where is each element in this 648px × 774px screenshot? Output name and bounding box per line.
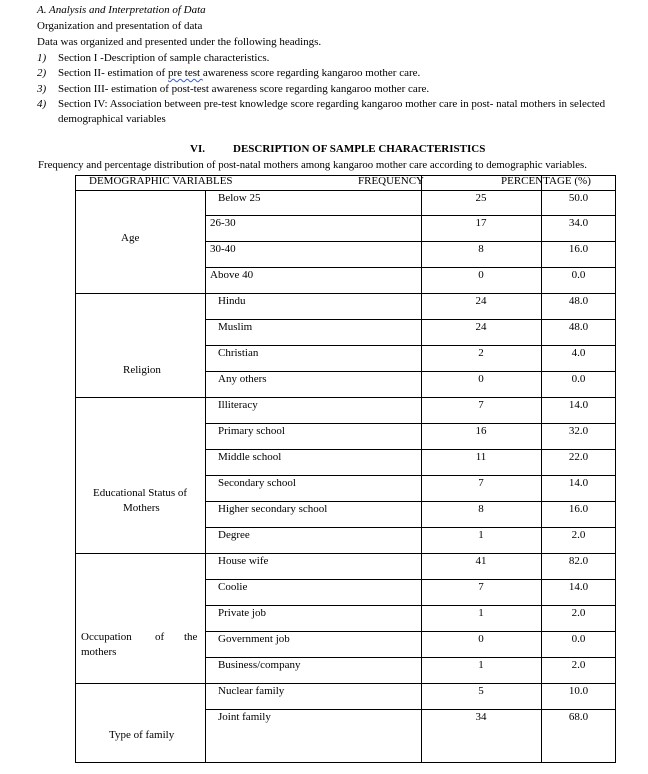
- table-border-left: [75, 175, 76, 763]
- section-a-heading: A. Analysis and Interpretation of Data: [37, 4, 206, 16]
- header-bottom-line: [75, 190, 616, 191]
- group-label: of: [155, 631, 165, 643]
- row-separator: [205, 267, 616, 268]
- table-cell-frequency: 1: [478, 529, 484, 541]
- header-demographic-variables: DEMOGRAPHIC VARIABLES: [89, 175, 233, 187]
- table-cell-percentage: 34.0: [568, 217, 589, 229]
- group-label: Occupation: [81, 631, 132, 643]
- table-cell-category: House wife: [218, 555, 269, 567]
- table-cell-category: Primary school: [218, 425, 285, 437]
- table-cell-category: 30-40: [210, 243, 236, 255]
- row-separator: [205, 215, 616, 216]
- table-border-bottom: [75, 762, 616, 763]
- table-cell-percentage: 0.0: [571, 633, 586, 645]
- group-label: Mothers: [123, 502, 160, 514]
- header-percentage: PERCENTAGE (%): [501, 175, 591, 187]
- table-cell-percentage: 2.0: [571, 607, 586, 619]
- row-separator: [205, 501, 616, 502]
- group-label: the: [184, 631, 198, 643]
- table-cell-category: Higher secondary school: [218, 503, 328, 515]
- table-cell-frequency: 2: [478, 347, 484, 359]
- table-cell-percentage: 0.0: [571, 269, 586, 281]
- table-cell-category: Private job: [218, 607, 266, 619]
- section-title: DESCRIPTION OF SAMPLE CHARACTERISTICS: [233, 143, 486, 155]
- table-cell-frequency: 1: [478, 607, 484, 619]
- table-cell-frequency: 25: [475, 192, 487, 204]
- table-cell-category: Degree: [218, 529, 250, 541]
- table-cell-frequency: 41: [475, 555, 487, 567]
- table-cell-frequency: 7: [478, 399, 484, 411]
- table-cell-frequency: 1: [478, 659, 484, 671]
- row-separator: [205, 449, 616, 450]
- table-cell-percentage: 10.0: [568, 685, 589, 697]
- table-cell-percentage: 50.0: [568, 192, 589, 204]
- row-separator: [205, 319, 616, 320]
- row-separator: [205, 631, 616, 632]
- table-cell-frequency: 0: [478, 373, 484, 385]
- table-cell-category: Nuclear family: [218, 685, 285, 697]
- header-frequency: FREQUENCY: [358, 175, 425, 187]
- table-cell-frequency: 0: [478, 269, 484, 281]
- table-cell-category: 26-30: [210, 217, 236, 229]
- row-separator: [205, 475, 616, 476]
- table-cell-percentage: 22.0: [568, 451, 589, 463]
- table-cell-percentage: 0.0: [571, 373, 586, 385]
- table-cell-category: Coolie: [218, 581, 248, 593]
- table-cell-percentage: 48.0: [568, 321, 589, 333]
- list-item-4: Section IV: Association between pre-test knowledge score regarding kangaroo mother care in post- natal mothers in selected: [58, 98, 606, 110]
- table-cell-percentage: 82.0: [568, 555, 589, 567]
- row-separator: [205, 605, 616, 606]
- column-separator: [421, 175, 422, 763]
- list-number-1: 1): [37, 52, 47, 64]
- row-separator: [205, 241, 616, 242]
- table-cell-category: Below 25: [218, 192, 261, 204]
- row-separator: [205, 345, 616, 346]
- table-cell-category: Above 40: [210, 269, 254, 281]
- row-separator: [205, 709, 616, 710]
- table-cell-category: Any others: [218, 373, 267, 385]
- table-cell-category: Joint family: [218, 711, 271, 723]
- row-separator: [205, 579, 616, 580]
- list-item-2: [58, 67, 420, 80]
- column-separator: [205, 190, 206, 763]
- table-cell-category: Christian: [218, 347, 259, 359]
- list-item-4-continued: demographical variables: [58, 113, 166, 125]
- table-cell-percentage: 68.0: [568, 711, 589, 723]
- table-border-right: [615, 175, 616, 763]
- spellcheck-underline: pre test: [167, 67, 203, 79]
- table-cell-frequency: 0: [478, 633, 484, 645]
- intro-line-1: Organization and presentation of data: [37, 20, 203, 32]
- table-cell-frequency: 24: [475, 295, 487, 307]
- row-separator: [205, 527, 616, 528]
- table-cell-frequency: 17: [475, 217, 487, 229]
- table-cell-frequency: 7: [478, 581, 484, 593]
- table-cell-frequency: 16: [475, 425, 487, 437]
- table-cell-frequency: 7: [478, 477, 484, 489]
- table-cell-frequency: 24: [475, 321, 487, 333]
- list-number-4: 4): [37, 98, 47, 110]
- table-cell-percentage: 2.0: [571, 659, 586, 671]
- table-cell-percentage: 32.0: [568, 425, 589, 437]
- table-cell-frequency: 11: [475, 451, 487, 463]
- table-caption: Frequency and percentage distribution of post-natal mothers among kangaroo mother care according to demographic variables.: [38, 159, 587, 171]
- table-cell-percentage: 16.0: [568, 243, 589, 255]
- row-separator: [205, 371, 616, 372]
- table-cell-category: Hindu: [218, 295, 246, 307]
- group-separator: [75, 683, 616, 684]
- list-item-1: Section I -Description of sample characteristics.: [58, 52, 270, 64]
- group-label: Type of family: [109, 729, 175, 741]
- table-cell-category: Business/company: [218, 659, 301, 671]
- table-cell-percentage: 14.0: [568, 581, 589, 593]
- list-item-3: Section III- estimation of post-test awareness score regarding kangaroo mother care.: [58, 83, 430, 95]
- table-cell-percentage: 4.0: [571, 347, 586, 359]
- column-separator: [541, 175, 542, 763]
- demographics-table: [75, 175, 616, 763]
- table-cell-percentage: 16.0: [568, 503, 589, 515]
- table-cell-category: Secondary school: [218, 477, 296, 489]
- table-cell-category: Illiteracy: [218, 399, 258, 411]
- list-number-3: 3): [37, 83, 47, 95]
- list-number-2: 2): [37, 67, 47, 79]
- group-label: Religion: [123, 364, 161, 376]
- group-separator: [75, 293, 616, 294]
- list-item-2-pre: Section II- estimation of: [58, 67, 168, 79]
- table-cell-frequency: 8: [478, 243, 484, 255]
- table-cell-category: Muslim: [218, 321, 253, 333]
- table-cell-category: Middle school: [218, 451, 282, 463]
- intro-line-2: Data was organized and presented under the following headings.: [37, 36, 322, 48]
- group-separator: [75, 397, 616, 398]
- table-cell-percentage: 14.0: [568, 399, 589, 411]
- table-cell-frequency: 8: [478, 503, 484, 515]
- table-cell-percentage: 48.0: [568, 295, 589, 307]
- table-cell-frequency: 5: [478, 685, 484, 697]
- section-number: VI.: [190, 143, 205, 155]
- row-separator: [205, 657, 616, 658]
- group-separator: [75, 553, 616, 554]
- table-cell-percentage: 14.0: [568, 477, 589, 489]
- row-separator: [205, 423, 616, 424]
- table-cell-category: Government job: [218, 633, 290, 645]
- table-cell-percentage: 2.0: [571, 529, 586, 541]
- table-cell-frequency: 34: [475, 711, 487, 723]
- group-label: mothers: [81, 646, 117, 658]
- list-item-2-post: awareness score regarding kangaroo mother care.: [202, 67, 421, 79]
- group-label: Educational Status of: [93, 487, 188, 499]
- group-label: Age: [121, 232, 140, 244]
